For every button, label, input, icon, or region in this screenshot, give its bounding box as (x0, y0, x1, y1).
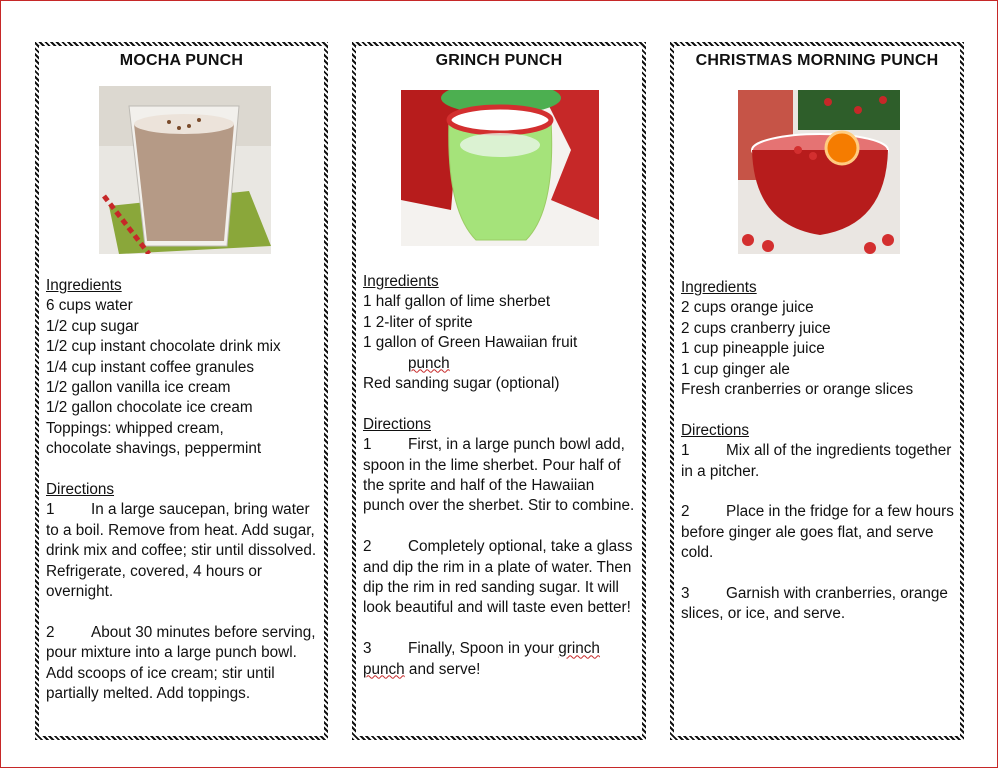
step-text: In a large saucepan, bring water to a boil. Remove from heat. Add sugar, drink mix and coffee; stir until dissolved. Refrigerate, covered, 4 hours or overnight. (46, 501, 317, 601)
recipe-body (46, 276, 318, 705)
direction-step (681, 502, 954, 563)
step-text: First, in a large punch bowl add, spoon in the lime sherbet. Pour half of the sprite and half of the Hawaiian punch over the sherbet. Stir to combine. (363, 436, 635, 515)
card-title: GRINCH PUNCH (435, 52, 563, 69)
ingredient-item: 1/2 cup sugar (46, 317, 139, 335)
step-text: Place in the fridge for a few hours before ginger ale goes flat, and serve cold. (681, 503, 954, 562)
ingredient-item: Toppings: whipped cream, (46, 419, 224, 437)
ingredient-item: chocolate shavings, peppermint (46, 440, 262, 458)
step-text: Finally, Spoon in your (408, 640, 559, 658)
step-text: Mix all of the ingredients together in a pitcher. (681, 442, 952, 480)
mocha-punch-photo (99, 86, 271, 254)
ingredients-heading: Ingredients (681, 279, 757, 296)
direction-step (363, 639, 636, 680)
recipe-card-grinch-punch (352, 42, 646, 740)
step-text-flagged: grinch punch (363, 640, 600, 678)
ingredient-item: 6 cups water (46, 297, 133, 315)
step-number: 3 (681, 585, 690, 603)
step-text: Completely optional, take a glass and dip the rim in a plate of water. Then dip the rim in red sanding sugar. It will look beautiful and will taste even better! (363, 538, 633, 617)
grinch-punch-photo (401, 90, 599, 246)
direction-step (363, 435, 636, 517)
card-title: MOCHA PUNCH (119, 52, 244, 69)
direction-step (46, 623, 318, 705)
ingredient-item: Red sanding sugar (optional) (363, 375, 560, 393)
ingredient-item: 1/4 cup instant coffee granules (46, 358, 255, 376)
direction-step (681, 441, 954, 482)
step-number: 1 (46, 501, 55, 519)
recipe-body (363, 272, 636, 680)
ingredients-heading: Ingredients (363, 273, 439, 290)
step-text: and serve! (404, 660, 481, 678)
step-number: 1 (681, 442, 690, 460)
recipe-body (681, 278, 954, 625)
ingredient-item: 1/2 gallon chocolate ice cream (46, 399, 253, 417)
direction-step (46, 500, 318, 602)
ingredient-item: 2 cups orange juice (681, 299, 814, 317)
direction-step (363, 537, 636, 619)
recipe-card-mocha-punch (35, 42, 328, 740)
step-number: 2 (363, 538, 372, 556)
directions-heading: Directions (681, 421, 750, 439)
ingredient-item: 1 half gallon of lime sherbet (363, 293, 551, 311)
ingredient-item: 1/2 cup instant chocolate drink mix (46, 338, 281, 356)
step-text: About 30 minutes before serving, pour mixture into a large punch bowl. Add scoops of ice cream; stir until partially melted. Add toppings. (46, 623, 316, 703)
ingredient-continued (363, 354, 636, 374)
ingredient-item: 1/2 gallon vanilla ice cream (46, 379, 231, 397)
recipe-card-christmas-morning-punch (670, 42, 964, 740)
step-number: 3 (363, 640, 372, 658)
direction-step (681, 584, 954, 625)
ingredient-item: 2 cups cranberry juice (681, 319, 831, 337)
ingredient-item: 1 2-liter of sprite (363, 313, 473, 331)
step-number: 2 (46, 623, 55, 641)
step-number: 2 (681, 503, 690, 521)
ingredients-heading: Ingredients (46, 277, 122, 294)
card-title: CHRISTMAS MORNING PUNCH (695, 52, 939, 69)
ingredient-item: 1 gallon of Green Hawaiian fruit (363, 334, 578, 352)
directions-heading: Directions (46, 481, 115, 499)
ingredient-continued-text: punch (408, 354, 450, 372)
step-text: Garnish with cranberries, orange slices, or ice, and serve. (681, 585, 948, 623)
step-number: 1 (363, 436, 372, 454)
directions-heading: Directions (363, 415, 432, 433)
ingredient-item: 1 cup ginger ale (681, 360, 790, 378)
ingredient-item: Fresh cranberries or orange slices (681, 381, 914, 399)
ingredient-item: 1 cup pineapple juice (681, 340, 825, 358)
christmas-morning-punch-photo (738, 90, 900, 254)
